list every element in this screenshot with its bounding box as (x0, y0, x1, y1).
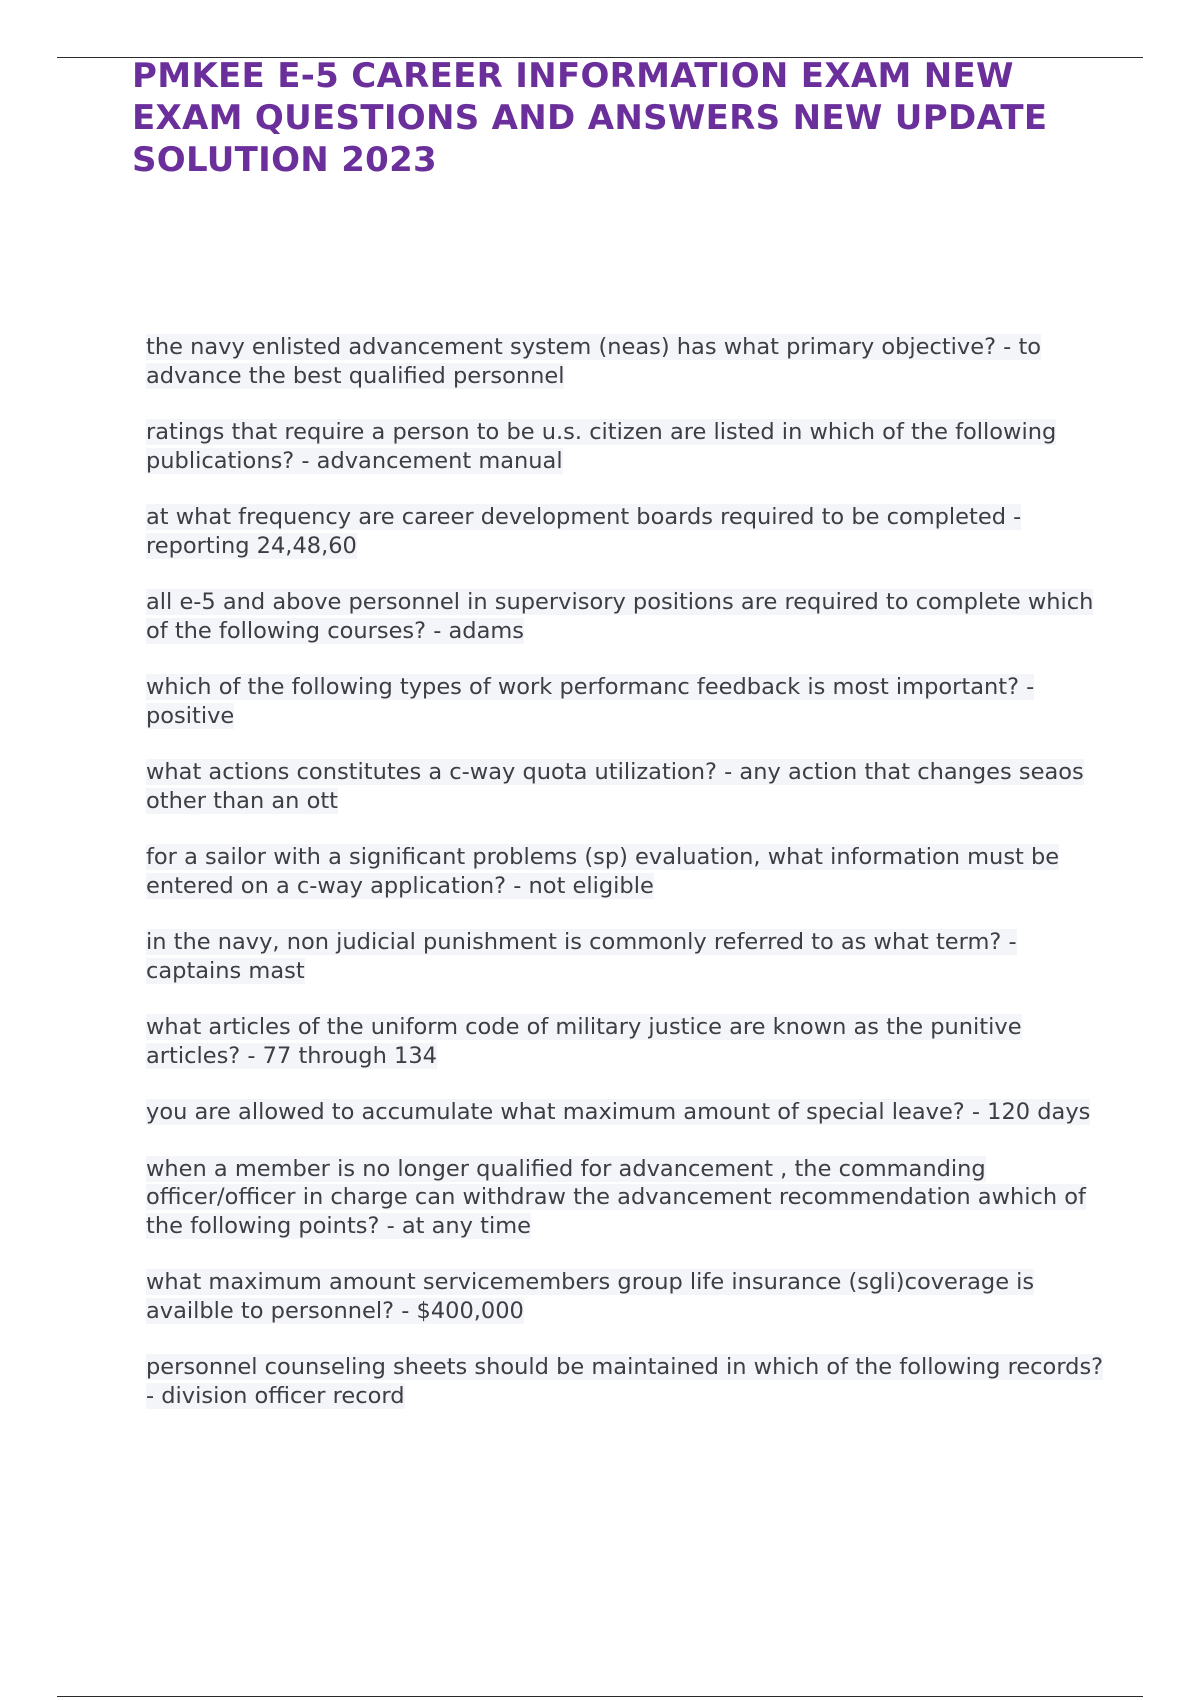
qa-text: the navy enlisted advancement system (neas) has what primary objective? - to advance the best qualified personnel (146, 334, 1042, 389)
qa-text: what maximum amount servicemembers group life insurance (sgli)coverage is availble to personnel? - $400,000 (146, 1269, 1035, 1324)
qa-item (146, 1155, 1106, 1241)
qa-item (146, 928, 1106, 985)
qa-item (146, 1353, 1106, 1410)
qa-text: personnel counseling sheets should be maintained in which of the following records? - division officer record (146, 1354, 1104, 1409)
qa-text: what articles of the uniform code of military justice are known as the punitive articles? - 77 through 134 (146, 1014, 1022, 1069)
qa-item (146, 333, 1106, 390)
qa-text: at what frequency are career development boards required to be completed - reporting 24,48,60 (146, 504, 1022, 559)
qa-item (146, 588, 1106, 645)
qa-text: what actions constitutes a c-way quota utilization? - any action that changes seaos other than an ott (146, 759, 1084, 814)
qa-item (146, 758, 1106, 815)
bottom-rule (57, 1696, 1143, 1697)
document-title: PMKEE E-5 CAREER INFORMATION EXAM NEW EXAM QUESTIONS AND ANSWERS NEW UPDATE SOLUTION 2023 (132, 56, 1048, 180)
qa-text: all e-5 and above personnel in supervisory positions are required to complete which of the following courses? - adams (146, 589, 1094, 644)
qa-item (146, 1098, 1106, 1127)
qa-text: ratings that require a person to be u.s. citizen are listed in which of the following publications? - advancement manual (146, 419, 1057, 474)
qa-item (146, 1268, 1106, 1325)
qa-list (146, 333, 1106, 1438)
qa-item (146, 843, 1106, 900)
qa-text: you are allowed to accumulate what maximum amount of special leave? - 120 days (146, 1099, 1091, 1125)
qa-item (146, 503, 1106, 560)
qa-item (146, 1013, 1106, 1070)
qa-item (146, 418, 1106, 475)
qa-text: when a member is no longer qualified for advancement , the commanding officer/officer in charge can withdraw the advancement recommendation awhich of the following points? - at any time (146, 1155, 1086, 1239)
qa-text: which of the following types of work performanc feedback is most important? - positive (146, 674, 1035, 729)
qa-text: for a sailor with a significant problems (sp) evaluation, what information must be entered on a c-way application? - not eligible (146, 844, 1060, 899)
qa-item (146, 673, 1106, 730)
qa-text: in the navy, non judicial punishment is commonly referred to as what term? - captains mast (146, 929, 1017, 984)
